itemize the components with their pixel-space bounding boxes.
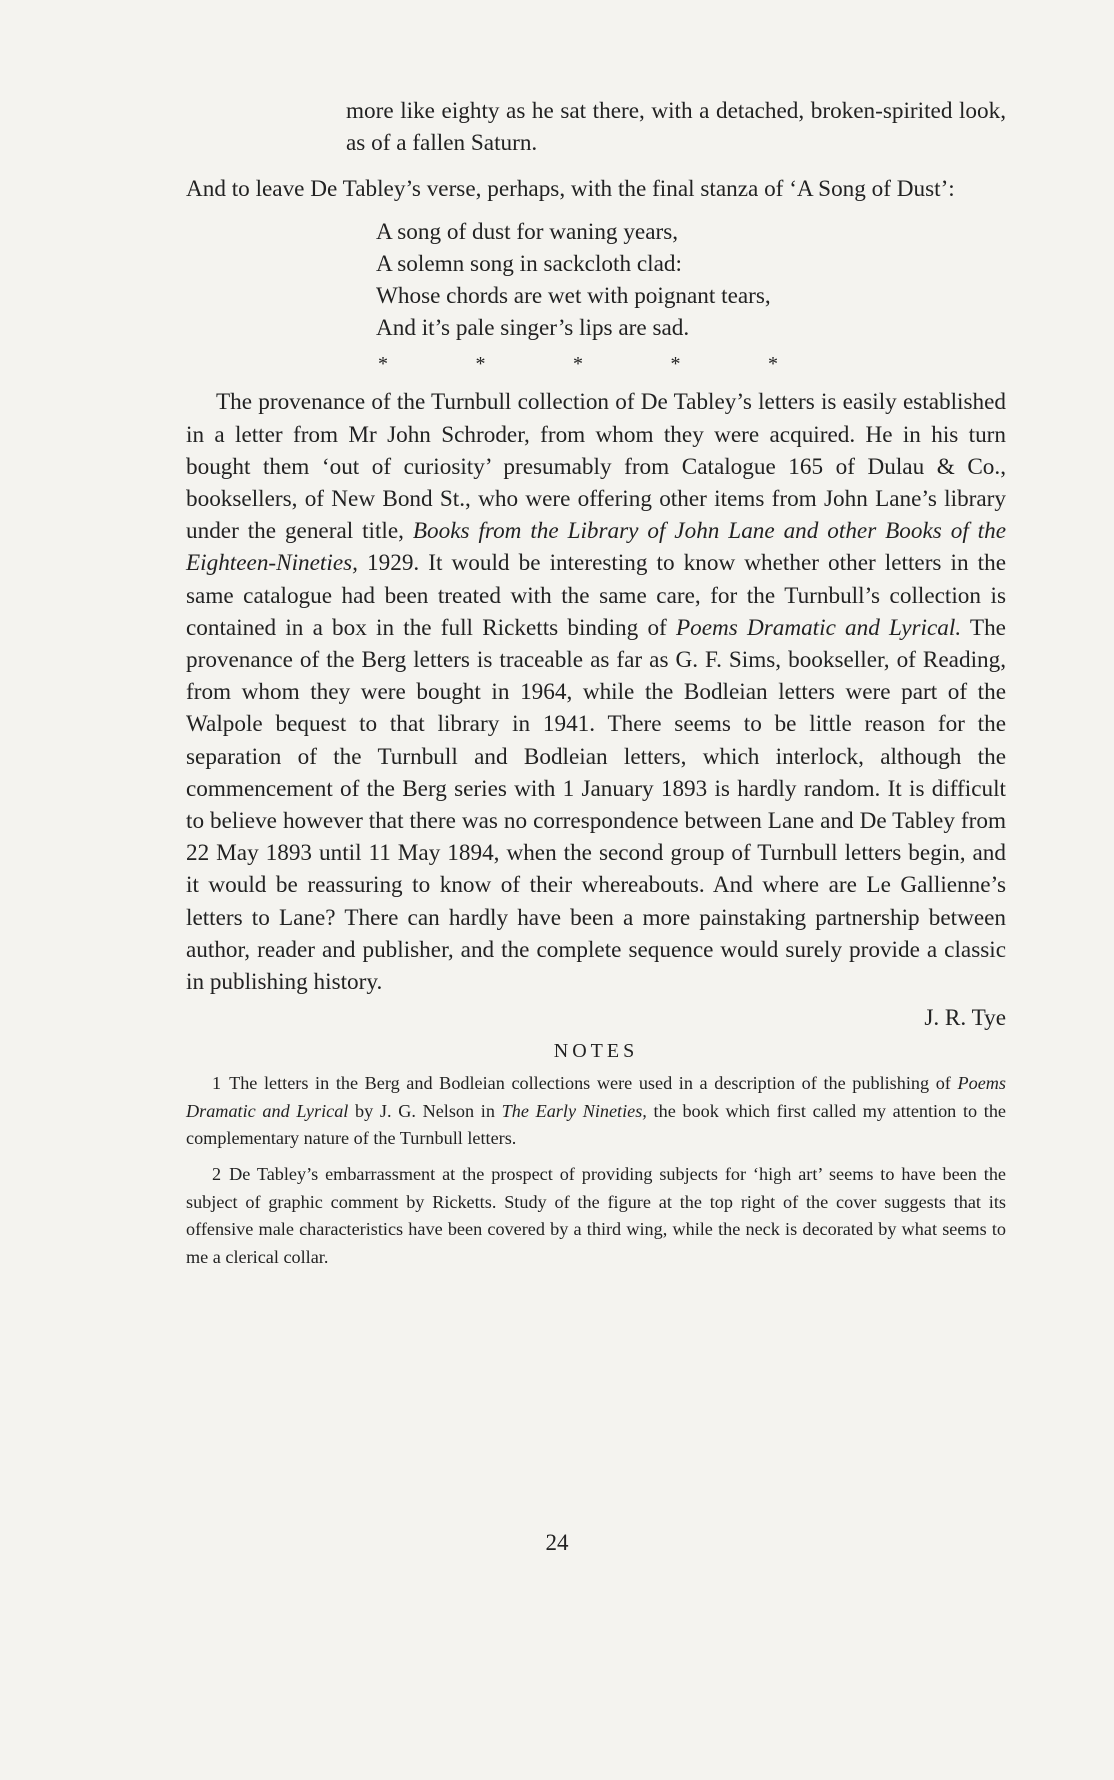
text-run: the book which first called my attention to the complementary nature of the Turnbull letters. (186, 1100, 1007, 1149)
italic-title: The Early Nineties, (501, 1100, 647, 1121)
note-2 (186, 1161, 1006, 1271)
separator-star: * (768, 353, 778, 376)
poem-line: A song of dust for waning years, (376, 218, 679, 245)
page-number: 24 (545, 1530, 569, 1555)
separator-star: * (378, 353, 388, 376)
poem-stanza (376, 216, 1006, 345)
page-body (186, 95, 1006, 1279)
text-run: 1929. It would be interesting to know whether other letters in the same catalogue had been treated with the same care, for the Turnbull’s collection is contained in a box in the full Ricketts binding of (186, 550, 1006, 641)
italic-title: Poems Dramatic and Lyrical (186, 1073, 1006, 1121)
text-run: The provenance of the Turnbull collection of De Tabley’s letters is easily established in a letter from Mr John Schroder, from whom they were acquired. He in his turn bought them ‘out of curiosity’ presumably from Catalogue 165 of Dulau & Co., booksellers, of New Bond St., who were offering other items from John Lane’s library under the general title, (186, 389, 1006, 545)
notes-heading: NOTES (553, 1040, 639, 1063)
text-run: The provenance of the Berg letters is traceable as far as G. F. Sims, bookseller, of Reading, from whom they were bought in 1964, while the Bodleian letters were part of the Walpole bequest to that library in 1941. There seems to be little reason for the separation of the Turnbull and Bodleian letters, which interlock, although the commencement of the Berg series with 1 January 1893 is hardly random. It is difficult to believe however that there was no correspondence between Lane and De Tabley from 22 May 1893 until 11 May 1894, when the second group of Turnbull letters begin, and it would be reassuring to know of their whereabouts. And where are Le Gallienne’s letters to Lane? There can hardly have been a more painstaking partnership between author, reader and publisher, and the complete sequence would surely provide a classic in publishing history. (186, 614, 1006, 996)
text-run: by J. G. Nelson in (355, 1100, 495, 1121)
note-1 (186, 1070, 1006, 1153)
italic-title: Poems Dramatic and Lyrical. (675, 614, 962, 641)
separator-star: * (475, 353, 486, 376)
author-signature: J. R. Tye (924, 1005, 1006, 1032)
quotation-tail: more like eighty as he sat there, with a detached, broken-spirited look, as of a fallen Saturn. (346, 98, 1006, 157)
provenance-paragraph (186, 386, 1006, 998)
lead-paragraph: And to leave De Tabley’s verse, perhaps, with the final stanza of ‘A Song of Dust’: (186, 176, 955, 203)
poem-line: And it’s pale singer’s lips are sad. (376, 315, 690, 342)
poem-line: Whose chords are wet with poignant tears, (376, 283, 771, 310)
text-run: De Tabley’s embarrassment at the prospect of providing subjects for ‘high art’ seems to have been the subject of graphic comment by Ricketts. Study of the figure at the top right of the cover suggests that its offensive male characteristics have been covered by a third wing, while the neck is decorated by what seems to me a clerical collar. (186, 1164, 1006, 1267)
note-number: 1 (212, 1073, 222, 1094)
section-separator (378, 350, 778, 378)
italic-title: Books from the Library of John Lane and other Books of the Eighteen-Nineties, (186, 518, 1007, 577)
separator-star: * (670, 353, 681, 376)
poem-line: A solemn song in sackcloth clad: (376, 250, 682, 277)
separator-star: * (573, 353, 583, 376)
text-run: The letters in the Berg and Bodleian collections were used in a description of the publishing of (229, 1073, 951, 1094)
note-number: 2 (212, 1164, 222, 1185)
